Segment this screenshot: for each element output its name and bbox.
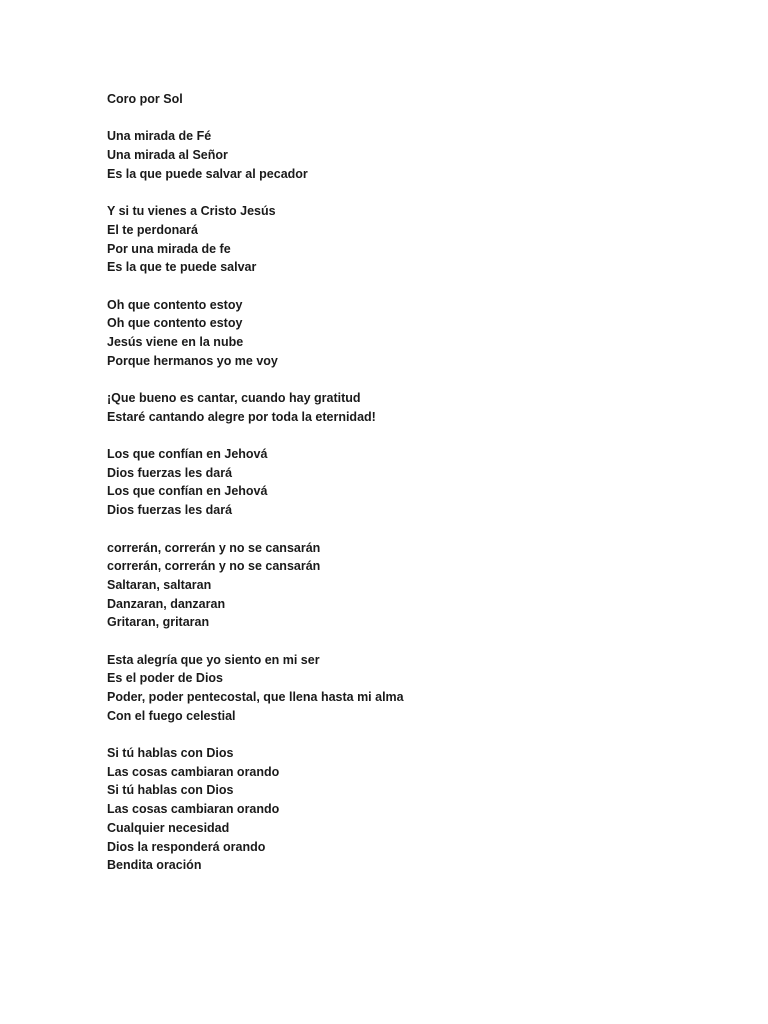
lyric-line: El te perdonará: [107, 222, 198, 237]
lyric-line: Y si tu vienes a Cristo Jesús: [107, 204, 276, 219]
stanza-2: [107, 202, 727, 277]
stanzas-container: [107, 127, 727, 875]
lyric-line: Por una mirada de fe: [107, 241, 231, 256]
document-title: Coro por Sol: [107, 92, 183, 106]
lyric-line: Oh que contento estoy: [107, 316, 243, 331]
lyric-line: Oh que contento estoy: [107, 297, 243, 312]
lyric-line: Dios la responderá orando: [107, 839, 266, 854]
stanza-7: [107, 651, 727, 726]
lyric-line: Danzaran, danzaran: [107, 596, 226, 611]
lyric-line: Saltaran, saltaran: [107, 577, 212, 592]
stanza-1: [107, 127, 727, 183]
lyric-line: Dios fuerzas les dará: [107, 465, 233, 480]
lyric-line: Es la que te puede salvar: [107, 260, 257, 275]
lyric-line: Si tú hablas con Dios: [107, 783, 234, 798]
lyric-line: Una mirada al Señor: [107, 148, 228, 163]
stanza-8: [107, 744, 727, 875]
lyrics-text: [107, 90, 727, 875]
lyric-line: Gritaran, gritaran: [107, 615, 210, 630]
lyric-line: Bendita oración: [107, 858, 202, 873]
lyric-line: Es el poder de Dios: [107, 671, 224, 686]
stanza-6: [107, 539, 727, 632]
lyric-line: Las cosas cambiaran orando: [107, 764, 280, 779]
stanza-4: [107, 389, 727, 426]
lyric-line: Jesús viene en la nube: [107, 334, 244, 349]
lyric-line: Con el fuego celestial: [107, 708, 236, 723]
lyric-line: Los que confían en Jehová: [107, 484, 268, 499]
stanza-5: [107, 445, 727, 520]
lyric-line: Es la que puede salvar al pecador: [107, 166, 308, 181]
lyric-line: Esta alegría que yo siento en mi ser: [107, 652, 320, 667]
lyric-line: correrán, correrán y no se cansarán: [107, 559, 321, 574]
lyric-line: Cualquier necesidad: [107, 820, 230, 835]
lyric-line: Una mirada de Fé: [107, 129, 212, 144]
lyric-line: Dios fuerzas les dará: [107, 503, 233, 518]
lyric-line: correrán, correrán y no se cansarán: [107, 540, 321, 555]
lyric-line: Porque hermanos yo me voy: [107, 353, 278, 368]
lyric-line: Si tú hablas con Dios: [107, 746, 234, 761]
stanza-3: [107, 296, 727, 371]
lyric-line: Los que confían en Jehová: [107, 447, 268, 462]
lyric-line: Las cosas cambiaran orando: [107, 802, 280, 817]
lyric-line: Poder, poder pentecostal, que llena hasta mi alma: [107, 690, 404, 704]
lyric-line: ¡Que bueno es cantar, cuando hay gratitud: [107, 391, 361, 405]
lyric-line: Estaré cantando alegre por toda la eternidad!: [107, 409, 376, 424]
